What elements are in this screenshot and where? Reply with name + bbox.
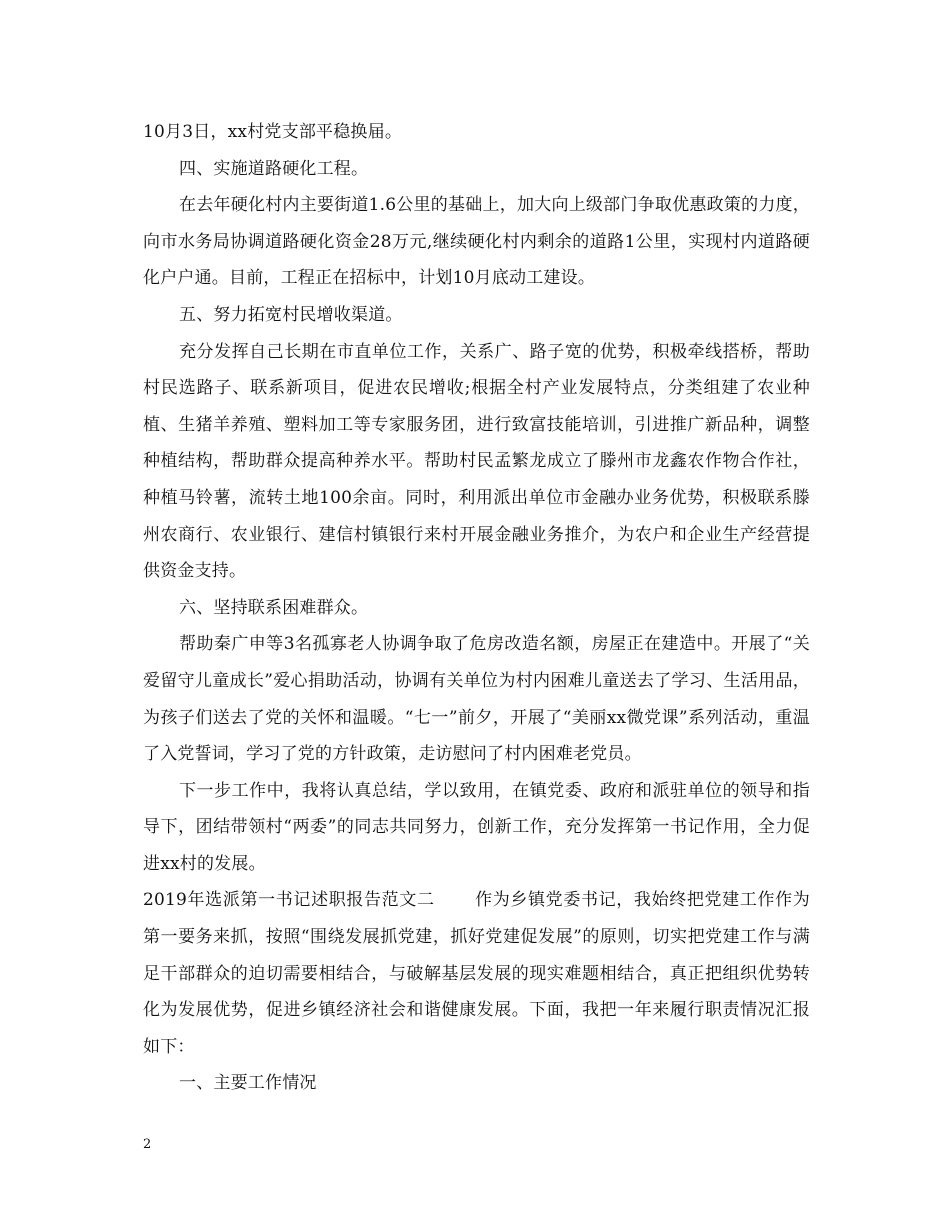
report-intro-paragraph bbox=[143, 882, 810, 1065]
section-heading-6: 六、坚持联系困难群众。 bbox=[179, 597, 369, 618]
report-title: 2019年选派第一书记述职报告范文二 bbox=[143, 890, 435, 911]
paragraph-assistance: 帮助秦广申等3名孤寡老人协调争取了危房改造名额，房屋正在建造中。开展了“关爱留守儿童成长”爱心捐助活动，协调有关单位为村内困难儿童送去了学习、生活用品，为孩子们送去了党的关怀和温暖。“七一”前夕，开展了“美丽xx微党课”系列活动，重温了入党誓词，学习了党的方针政策，走访慰问了村内困难老党员。 bbox=[143, 634, 810, 765]
paragraph-income: 充分发挥自己长期在市直单位工作，关系广、路子宽的优势，积极牵线搭桥，帮助村民选路子、联系新项目，促进农民增收;根据全村产业发展特点，分类组建了农业种植、生猪羊养殖、塑料加工等专家服务团，进行致富技能培训，引进推广新品种，调整种植结构，帮助群众提高种养水平。帮助村民孟繁龙成立了滕州市龙鑫农作物合作社，种植马铃薯，流转土地100余亩。同时，利用派出单位市金融办业务优势，积极联系滕州农商行、农业银行、建信村镇银行来村开展金融业务推介，为农户和企业生产经营提供资金支持。 bbox=[143, 341, 810, 582]
page-number: 2 bbox=[143, 1137, 152, 1152]
report-intro-text: 作为乡镇党委书记，我始终把党建工作作为第一要务来抓，按照“围绕发展抓党建，抓好党建促发展”的原则，切实把党建工作与满足干部群众的迫切需要相结合，与破解基层发展的现实难题相结合，真正把组织优势转化为发展优势，促进乡镇经济社会和谐健康发展。下面，我把一年来履行职责情况汇报如下： bbox=[143, 890, 810, 1057]
section-heading-main-work: 一、主要工作情况 bbox=[179, 1073, 317, 1094]
document-body bbox=[143, 114, 810, 1102]
section-heading-4: 四、实施道路硬化工程。 bbox=[179, 158, 369, 179]
paragraph-1: 10月3日，xx村党支部平稳换届。 bbox=[143, 122, 403, 142]
paragraph-next-steps: 下一步工作中，我将认真总结，学以致用，在镇党委、政府和派驻单位的领导和指导下，团结带领村“两委”的同志共同努力，创新工作，充分发挥第一书记作用，全力促进xx村的发展。 bbox=[143, 780, 810, 874]
paragraph-road-work: 在去年硬化村内主要街道1.6公里的基础上，加大向上级部门争取优惠政策的力度，向市水务局协调道路硬化资金28万元,继续硬化村内剩余的道路1公里，实现村内道路硬化户户通。目前，工程正在招标中，计划10月底动工建设。 bbox=[143, 195, 810, 289]
section-heading-5: 五、努力拓宽村民增收渠道。 bbox=[179, 304, 403, 325]
